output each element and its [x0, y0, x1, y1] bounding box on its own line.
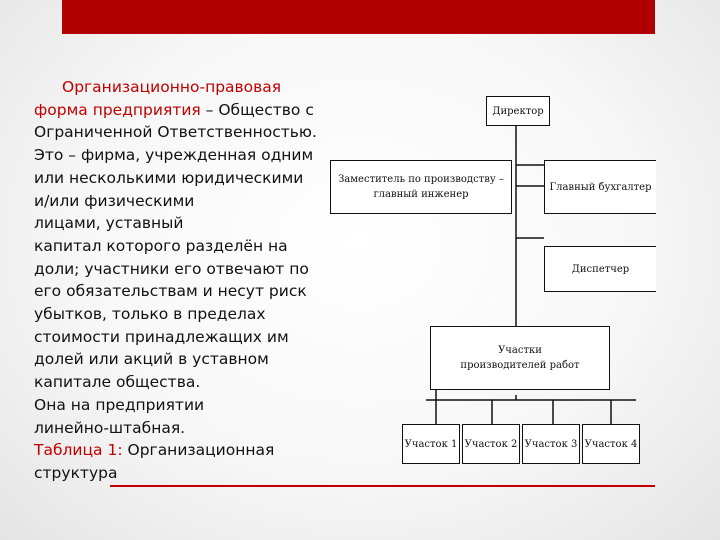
accountant-box [544, 160, 656, 214]
highlight-text: Организационно-правовая [62, 78, 282, 96]
body-text: Ограниченной Ответственностью. [34, 123, 317, 142]
deputy-box [330, 160, 512, 214]
text-line [34, 76, 334, 99]
body-text: убытков, только в пределах [34, 305, 266, 324]
highlight-text: Таблица 1: [34, 441, 123, 460]
section-3-box [522, 424, 580, 464]
text-line [34, 235, 334, 258]
deputy-label-line2: главный инженер [373, 189, 469, 200]
body-text: и/или физическими [34, 191, 195, 210]
description-text [34, 76, 334, 485]
accountant-label: Главный бухгалтер [549, 181, 652, 193]
section-1-box [402, 424, 460, 464]
body-text: Она на предприятии [34, 395, 205, 414]
body-text: Организационная [122, 441, 275, 460]
body-text: долей или акций в уставном [34, 350, 269, 369]
text-line [34, 371, 334, 394]
text-line [34, 167, 334, 190]
text-line [34, 462, 334, 485]
production-label-line2: производителей работ [460, 360, 580, 371]
text-line [34, 212, 334, 235]
body-text: стоимости принадлежащих им [34, 327, 289, 346]
production-box [430, 326, 610, 390]
body-text: капитал которого разделён на [34, 236, 288, 255]
text-line [34, 258, 334, 281]
text-line [34, 303, 334, 326]
body-text: Это – фирма, учрежденная одним [34, 146, 314, 165]
section-4-label: Участок 4 [584, 438, 638, 450]
production-label-line1: Участки [498, 345, 542, 356]
text-line [34, 348, 334, 371]
director-label: Директор [492, 105, 544, 117]
body-text: структура [34, 463, 118, 482]
text-line [34, 326, 334, 349]
dispatcher-label: Диспетчер [571, 263, 630, 275]
section-4-box [582, 424, 640, 464]
org-structure-diagram [326, 90, 656, 470]
section-2-label: Участок 2 [464, 438, 518, 450]
body-text: линейно-штабная. [34, 418, 186, 437]
text-line [34, 190, 334, 213]
deputy-label-line1: Заместитель по производству – [338, 174, 504, 185]
director-box [486, 96, 550, 126]
text-line [34, 121, 334, 144]
section-3-label: Участок 3 [524, 438, 578, 450]
section-1-label: Участок 1 [404, 438, 458, 450]
body-text: лицами, уставный [34, 214, 184, 233]
highlight-text: форма предприятия [34, 100, 201, 119]
top-accent-bar [62, 0, 655, 34]
text-line [34, 439, 334, 462]
text-line [34, 144, 334, 167]
section-2-box [462, 424, 520, 464]
body-text: – Общество с [200, 100, 314, 119]
body-text: доли; участники его отвечают по [34, 259, 309, 278]
body-text: его обязательствам и несут риск [34, 282, 307, 301]
text-line [34, 280, 334, 303]
text-line [34, 394, 334, 417]
body-text: капитале общества. [34, 373, 201, 392]
text-line [34, 99, 334, 122]
bottom-divider [110, 485, 655, 487]
dispatcher-box [544, 246, 656, 292]
text-line [34, 417, 334, 440]
body-text: или несколькими юридическими [34, 168, 304, 187]
